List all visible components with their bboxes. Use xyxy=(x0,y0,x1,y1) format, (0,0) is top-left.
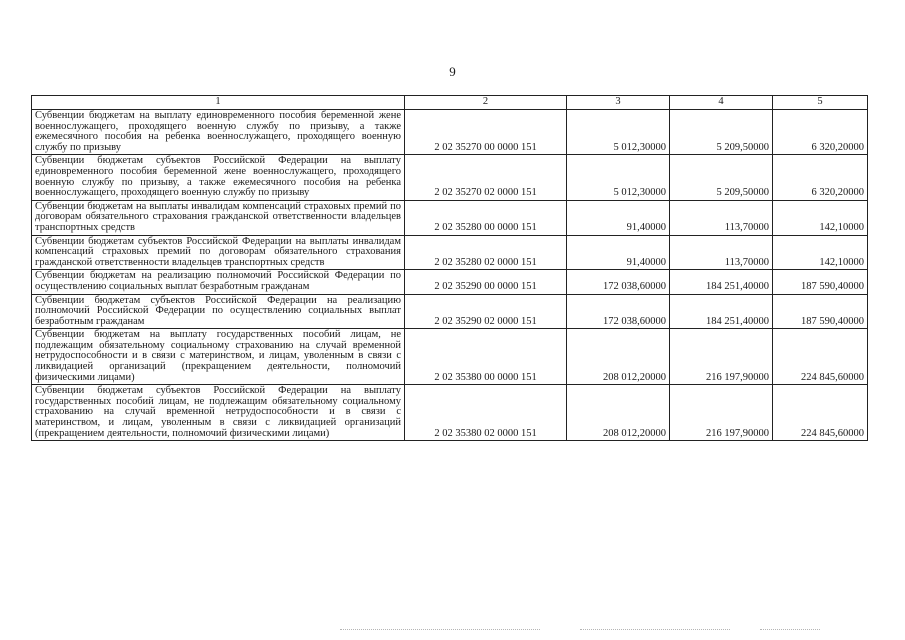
column-header-3: 3 xyxy=(567,96,670,110)
row-value-col5: 187 590,40000 xyxy=(773,270,868,294)
table-row xyxy=(32,385,868,441)
row-value-col5: 6 320,20000 xyxy=(773,110,868,155)
row-value-col3: 5 012,30000 xyxy=(567,155,670,200)
row-description: Субвенции бюджетам на выплату государственных пособий лицам, не подлежащим обязательному социальному страхованию на случай временной нетрудоспособности и в связи с материнством, и лицам, уволенным в связи с ликвидацией организаций (прекращением деятельности, полномочий физическими лицами) xyxy=(32,329,405,385)
row-value-col3: 5 012,30000 xyxy=(567,110,670,155)
row-value-col4: 113,70000 xyxy=(670,200,773,235)
row-value-col3: 91,40000 xyxy=(567,235,670,270)
row-description: Субвенции бюджетам на реализацию полномочий Российской Федерации по осуществлению социальных выплат безработным гражданам xyxy=(32,270,405,294)
row-value-col5: 187 590,40000 xyxy=(773,294,868,329)
row-value-col4: 184 251,40000 xyxy=(670,294,773,329)
column-header-5: 5 xyxy=(773,96,868,110)
row-value-col4: 5 209,50000 xyxy=(670,110,773,155)
scan-artifact-line xyxy=(340,629,540,631)
row-value-col5: 224 845,60000 xyxy=(773,329,868,385)
row-description: Субвенции бюджетам на выплаты инвалидам компенсаций страховых премий по договорам обязательного страхования гражданской ответственности владельцев транспортных средств xyxy=(32,200,405,235)
table-row xyxy=(32,155,868,200)
row-value-col3: 172 038,60000 xyxy=(567,294,670,329)
row-code: 2 02 35280 02 0000 151 xyxy=(405,235,567,270)
row-description: Субвенции бюджетам субъектов Российской Федерации на выплату единовременного пособия беременной жене военнослужащего, проходящего военную службу по призыву, а также ежемесячного пособия на ребенка военнослужащего, проходящего военную службу по призыву xyxy=(32,155,405,200)
table-row xyxy=(32,200,868,235)
row-code: 2 02 35380 02 0000 151 xyxy=(405,385,567,441)
row-value-col3: 91,40000 xyxy=(567,200,670,235)
row-code: 2 02 35290 00 0000 151 xyxy=(405,270,567,294)
row-value-col3: 208 012,20000 xyxy=(567,329,670,385)
table-row xyxy=(32,110,868,155)
row-value-col3: 208 012,20000 xyxy=(567,385,670,441)
table-row xyxy=(32,235,868,270)
row-description: Субвенции бюджетам субъектов Российской Федерации на реализацию полномочий Российской Федерации по осуществлению социальных выплат безработным гражданам xyxy=(32,294,405,329)
column-header-1: 1 xyxy=(32,96,405,110)
row-value-col5: 142,10000 xyxy=(773,200,868,235)
row-code: 2 02 35380 00 0000 151 xyxy=(405,329,567,385)
row-value-col4: 216 197,90000 xyxy=(670,385,773,441)
row-value-col4: 216 197,90000 xyxy=(670,329,773,385)
row-value-col5: 224 845,60000 xyxy=(773,385,868,441)
row-value-col3: 172 038,60000 xyxy=(567,270,670,294)
table-row xyxy=(32,270,868,294)
row-value-col5: 142,10000 xyxy=(773,235,868,270)
row-description: Субвенции бюджетам на выплату единовременного пособия беременной жене военнослужащего, проходящего военную службу по призыву, а также ежемесячного пособия на ребенка военнослужащего, проходящего военную службу по призыву xyxy=(32,110,405,155)
scan-artifact-line xyxy=(760,629,820,631)
row-code: 2 02 35280 00 0000 151 xyxy=(405,200,567,235)
row-code: 2 02 35290 02 0000 151 xyxy=(405,294,567,329)
row-description: Субвенции бюджетам субъектов Российской Федерации на выплату государственных пособий лицам, не подлежащим обязательному социальному страхованию на случай временной нетрудоспособности и в связи с материнством, и лицам, уволенным в связи с ликвидацией организаций (прекращением деятельности, полномочий физическими лицами) xyxy=(32,385,405,441)
row-value-col4: 5 209,50000 xyxy=(670,155,773,200)
row-code: 2 02 35270 00 0000 151 xyxy=(405,110,567,155)
row-value-col4: 113,70000 xyxy=(670,235,773,270)
row-description: Субвенции бюджетам субъектов Российской Федерации на выплаты инвалидам компенсаций страховых премий по договорам обязательного страхования гражданской ответственности владельцев транспортных средств xyxy=(32,235,405,270)
scan-artifact-line xyxy=(580,629,730,631)
budget-table xyxy=(31,95,868,441)
page-number: 9 xyxy=(449,64,456,79)
table-row xyxy=(32,294,868,329)
row-value-col4: 184 251,40000 xyxy=(670,270,773,294)
column-header-4: 4 xyxy=(670,96,773,110)
table-row xyxy=(32,329,868,385)
row-value-col5: 6 320,20000 xyxy=(773,155,868,200)
header-row xyxy=(32,96,868,110)
column-header-2: 2 xyxy=(405,96,567,110)
row-code: 2 02 35270 02 0000 151 xyxy=(405,155,567,200)
